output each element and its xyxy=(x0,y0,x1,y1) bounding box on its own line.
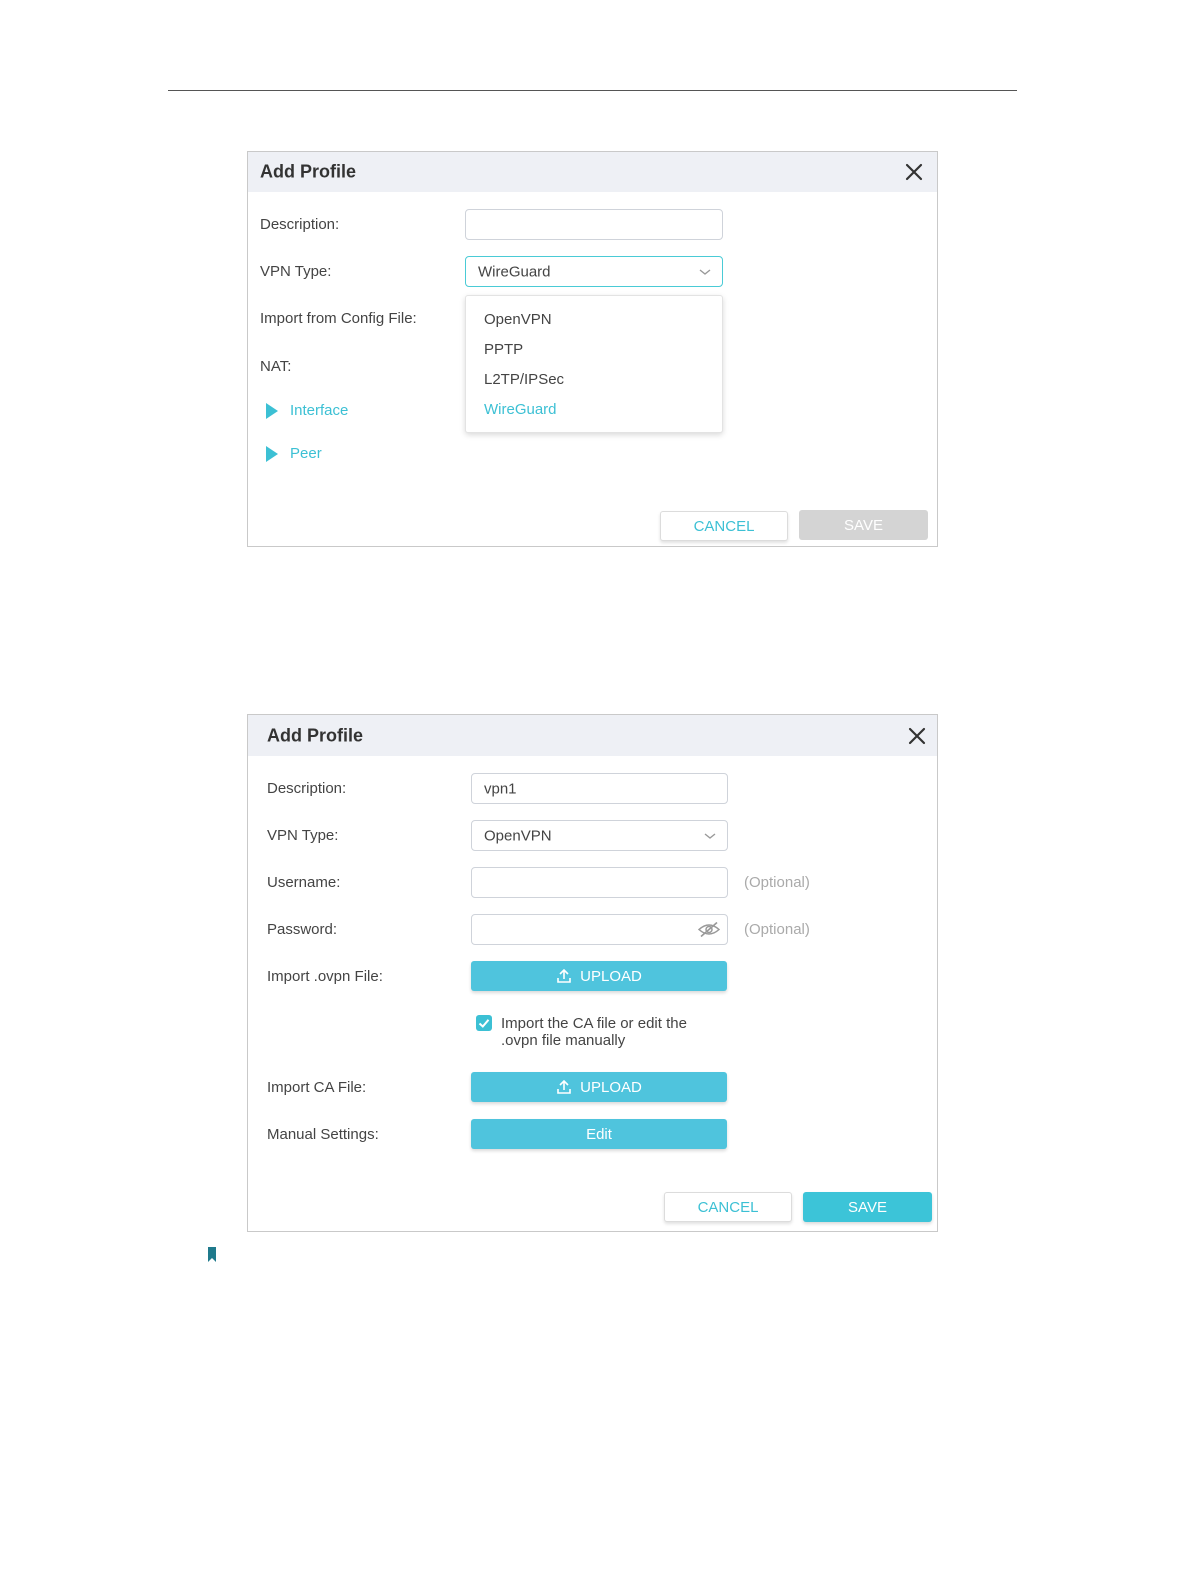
peer-expander[interactable] xyxy=(266,445,322,462)
close-icon[interactable] xyxy=(903,161,925,183)
dialog-header xyxy=(248,715,937,756)
password-optional-hint: (Optional) xyxy=(744,921,810,938)
upload-ovpn-button[interactable] xyxy=(471,961,727,991)
expand-triangle-icon xyxy=(266,403,278,419)
checkmark-icon xyxy=(476,1015,492,1031)
upload-icon xyxy=(556,1079,572,1095)
import-ovpn-label: Import .ovpn File: xyxy=(267,968,383,985)
dropdown-option-openvpn[interactable]: OpenVPN xyxy=(484,311,552,328)
vpn-type-select[interactable] xyxy=(471,820,728,851)
upload-ca-label: UPLOAD xyxy=(580,1078,642,1096)
edit-button[interactable]: Edit xyxy=(471,1119,727,1149)
import-config-label: Import from Config File: xyxy=(260,310,417,327)
vpn-type-label: VPN Type: xyxy=(260,263,332,280)
password-label: Password: xyxy=(267,921,338,938)
description-value: vpn1 xyxy=(484,780,517,797)
page-rule xyxy=(168,90,1017,91)
password-input[interactable] xyxy=(471,914,728,945)
username-input[interactable] xyxy=(471,867,728,898)
vpn-type-label: VPN Type: xyxy=(267,827,339,844)
dialog-title: Add Profile xyxy=(260,161,357,182)
save-button[interactable]: SAVE xyxy=(799,510,928,540)
bookmark-icon xyxy=(207,1247,217,1262)
vpn-type-value: OpenVPN xyxy=(484,827,552,844)
import-ca-checkbox-label: Import the CA file or edit the .ovpn file manually xyxy=(501,1015,687,1049)
import-ca-label: Import CA File: xyxy=(267,1079,367,1096)
dialog-title: Add Profile xyxy=(267,725,364,745)
cancel-button[interactable]: CANCEL xyxy=(664,1192,792,1222)
dropdown-option-pptp[interactable]: PPTP xyxy=(484,341,524,358)
chevron-down-icon xyxy=(698,267,712,277)
vpn-type-value: WireGuard xyxy=(478,263,551,280)
upload-ovpn-label: UPLOAD xyxy=(580,967,642,985)
interface-label: Interface xyxy=(290,402,349,419)
vpn-type-select[interactable] xyxy=(465,256,723,287)
dialog-header xyxy=(248,152,937,192)
add-profile-dialog-openvpn xyxy=(247,714,938,1232)
vpn-type-dropdown xyxy=(465,295,723,433)
description-input[interactable] xyxy=(465,209,723,240)
peer-label: Peer xyxy=(290,445,322,462)
chevron-down-icon xyxy=(703,831,717,841)
cancel-button[interactable]: CANCEL xyxy=(660,511,788,541)
dropdown-option-l2tp-ipsec[interactable]: L2TP/IPSec xyxy=(484,371,565,388)
eye-off-icon[interactable] xyxy=(697,921,721,938)
close-icon[interactable] xyxy=(906,725,928,747)
username-label: Username: xyxy=(267,874,341,891)
upload-icon xyxy=(556,968,572,984)
description-input[interactable] xyxy=(471,773,728,804)
description-label: Description: xyxy=(267,780,347,797)
expand-triangle-icon xyxy=(266,446,278,462)
interface-expander[interactable] xyxy=(266,402,348,419)
import-ca-checkbox[interactable] xyxy=(476,1015,492,1031)
nat-label: NAT: xyxy=(260,358,292,375)
dropdown-option-wireguard[interactable]: WireGuard xyxy=(484,401,557,418)
add-profile-dialog-wireguard xyxy=(247,151,938,547)
save-button[interactable]: SAVE xyxy=(803,1192,932,1222)
description-label: Description: xyxy=(260,216,340,233)
upload-ca-button[interactable] xyxy=(471,1072,727,1102)
manual-settings-label: Manual Settings: xyxy=(267,1126,379,1143)
username-optional-hint: (Optional) xyxy=(744,874,810,891)
